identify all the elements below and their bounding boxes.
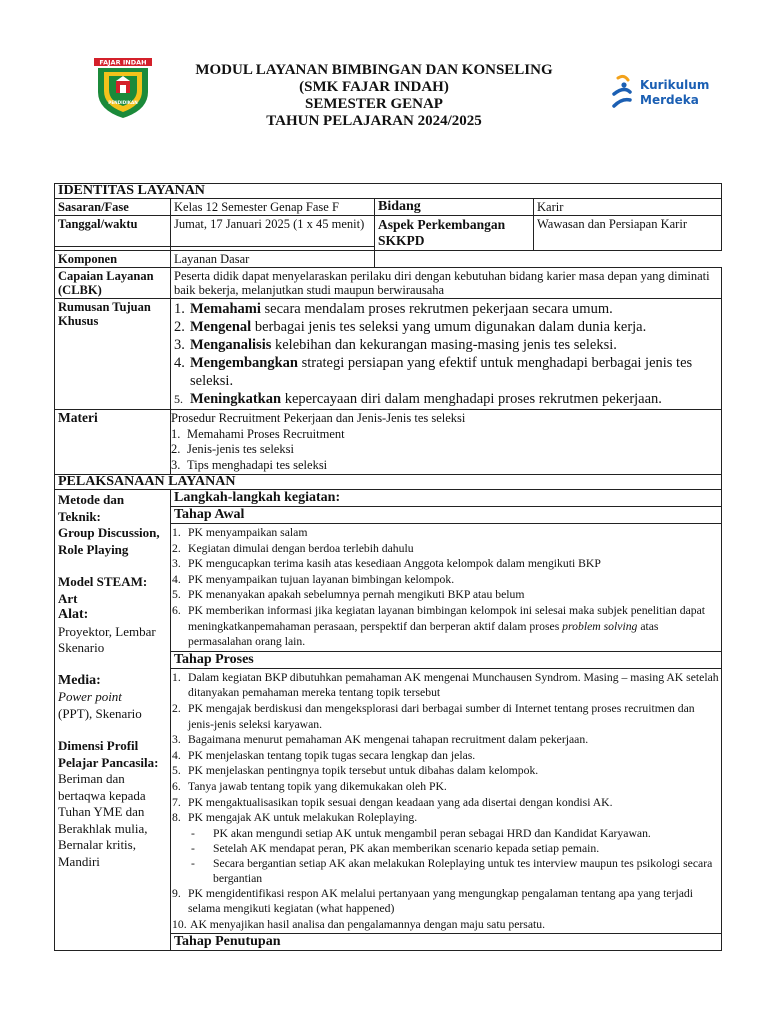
tanggal-label: Tanggal/waktu [55, 216, 171, 247]
list-item: 2. PK mengajak berdiskusi dan mengeksplorasi dari berbagai sumber di Internet tentang proses recruitmen dan jenis-jenis seleksi karyawan. [172, 701, 695, 731]
logo-left-bottom-text: PENDIDIKAN [108, 100, 138, 105]
steam-value: Art [58, 590, 78, 606]
title-line: (SMK FAJAR INDAH) [299, 79, 449, 95]
tujuan-label: Rumusan Tujuan Khusus [55, 299, 171, 410]
list-item: 2. Kegiatan dimulai dengan berdoa terlebih dahulu [172, 541, 414, 555]
list-item: 6. PK memberikan informasi jika kegiatan layanan bimbingan kelompok ini selesai maka subjek penelitian dapat meningkatkanpemahaman perasaan, perspektif dan berperan aktif dalam proses problem solving atas permasalahan orang lain. [172, 603, 706, 649]
list-item: 3. PK mengucapkan terima kasih atas kesediaan Anggota kelompok dalam mengikuti BKP [172, 557, 601, 571]
steam-label: Model STEAM: [58, 574, 148, 589]
profil-label: Dimensi Profil Pelajar Pancasila: [58, 738, 159, 770]
list-item: 4. Mengembangkan strategi persiapan yang efektif untuk menghadapi berbagai jenis tes seleksi. [174, 355, 693, 389]
list-item: 7. PK mengaktualisasikan topik sesuai dengan keadaan yang ada disertai dengan kondisi AK. [172, 795, 613, 809]
komponen-row [55, 251, 722, 268]
list-item: 3. Bagaimana menurut pemahaman AK mengenai tahapan recruitment dalam pekerjaan. [172, 733, 589, 747]
bidang-value: Karir [534, 199, 722, 216]
list-item: 2. Mengenal berbagai jenis tes seleksi yang umum digunakan dalam dunia kerja. [174, 319, 647, 335]
list-item: 1. Dalam kegiatan BKP dibutuhkan pemahaman AK mengenai Munchausen Syndrom. Masing – masing AK setelah ditanyakan pemahaman mereka tentang topik tersebut [172, 670, 719, 700]
pelaksanaan-left-column [55, 490, 171, 951]
list-item: 5. PK menjelaskan pentingnya topik tersebut untuk dibahas dalam kelompok. [172, 764, 539, 778]
tujuan-cell [171, 299, 722, 410]
bidang-label: Bidang [375, 199, 534, 216]
materi-row [55, 410, 722, 475]
aspek-value: Wawasan dan Persiapan Karir [534, 216, 722, 251]
list-item: 5. Meningkatkan kepercayaan diri dalam menghadapi proses rekrutmen pekerjaan. [174, 391, 662, 407]
roleplay-sublist [171, 826, 721, 886]
list-item: 8. PK mengajak AK untuk melakukan Roleplaying. [172, 811, 418, 825]
logo-right-line1: Kurikulum [640, 78, 710, 92]
pelaksanaan-heading-row [55, 475, 722, 490]
awal-heading: Tahap Awal [171, 507, 721, 524]
profil-value: Beriman dan bertaqwa kepada Tuhan YME dan Berakhlak mulia, Bernalar kritis, Mandiri [58, 771, 148, 869]
school-logo-icon [92, 58, 154, 120]
media-value-rest: (PPT), Skenario [58, 705, 142, 721]
list-item: 9. PK mengidentifikasi respon AK melalui pertanyaan yang mengungkap pengalaman tentang apa yang terjadi selama mengikuti kegiatan (what happened) [172, 886, 694, 916]
komponen-blank [375, 251, 722, 268]
list-item: 2. Jenis-jenis tes seleksi [171, 442, 294, 456]
capaian-row [55, 268, 722, 299]
list-item: 3. Menganalisis kelebihan dan kekurangan masing-masing jenis tes seleksi. [174, 337, 617, 353]
alat-value: Proyektor, Lembar Skenario [58, 623, 156, 655]
materi-cell [171, 410, 722, 475]
logo-right-line2: Merdeka [640, 93, 699, 107]
tujuan-list [174, 300, 718, 408]
sasaran-row [55, 199, 722, 216]
proses-list [171, 669, 721, 826]
proses-tail-list [171, 886, 721, 935]
tanggal-row [55, 216, 722, 247]
identitas-heading: IDENTITAS LAYANAN [55, 184, 722, 199]
pelaksanaan-right-column [171, 490, 722, 951]
metode-label: Metode dan Teknik: [58, 492, 125, 524]
logo-left-top-text: FAJAR INDAH [99, 58, 147, 67]
penutupan-heading: Tahap Penutupan [174, 934, 281, 950]
pelaksanaan-row [55, 490, 722, 951]
pelaksanaan-heading: PELAKSANAAN LAYANAN [55, 475, 722, 490]
list-item: - Setelah AK mendapat peran, PK akan memberikan scenario kepada setiap pemain. [191, 841, 600, 855]
list-item: 10. AK menyajikan hasil analisa dan pengalamannya dengan maju satu persatu. [172, 917, 546, 931]
title-line: MODUL LAYANAN BIMBINGAN DAN KONSELING [195, 62, 553, 78]
materi-list [171, 427, 718, 474]
materi-label: Materi [55, 410, 171, 475]
list-item: 4. PK menyampaikan tujuan layanan bimbingan kelompok. [172, 572, 455, 586]
metode-value: Group Discussion, Role Playing [58, 525, 160, 557]
identitas-heading-row [55, 184, 722, 199]
title-line: SEMESTER GENAP [305, 96, 443, 112]
capaian-label: Capaian Layanan (CLBK) [55, 268, 171, 299]
materi-intro: Prosedur Recruitment Pekerjaan dan Jenis-Jenis tes seleksi [171, 411, 466, 425]
kurikulum-merdeka-logo-icon [610, 72, 720, 112]
capaian-value: Peserta didik dapat menyelaraskan perilaku diri dengan kebutuhan bidang karier masa depan yang diminati baik bekerja, melanjutkan studi maupun berwirausaha [171, 268, 722, 299]
list-item: 1. PK menyampaikan salam [172, 526, 308, 539]
media-label: Media: [58, 672, 101, 688]
komponen-label: Komponen [55, 251, 171, 268]
module-table [54, 183, 722, 951]
tujuan-row [55, 299, 722, 410]
list-item: 5. PK menanyakan apakah sebelumnya pernah mengikuti BKP atau belum [172, 588, 525, 602]
sasaran-value: Kelas 12 Semester Genap Fase F [171, 199, 375, 216]
alat-label: Alat: [58, 607, 89, 622]
title-line: TAHUN PELAJARAN 2024/2025 [266, 113, 482, 129]
list-item: 6. Tanya jawab tentang topik yang dikemukakan oleh PK. [172, 779, 447, 793]
media-value-italic: Power point [58, 689, 122, 704]
aspek-label: Aspek Perkembangan SKKPD [375, 216, 534, 251]
module-title [160, 62, 588, 130]
list-item: 1. Memahami secara mendalam proses rekrutmen pekerjaan secara umum. [174, 301, 613, 317]
list-item: 4. PK menjelaskan tentang topik tugas secara lengkap dan jelas. [172, 748, 476, 762]
list-item: 3. Tips menghadapi tes seleksi [171, 457, 328, 472]
awal-list [171, 524, 721, 652]
tanggal-value: Jumat, 17 Januari 2025 (1 x 45 menit) [171, 216, 375, 247]
komponen-value: Layanan Dasar [171, 251, 375, 268]
document-header [0, 0, 768, 180]
langkah-heading: Langkah-langkah kegiatan: [171, 490, 721, 507]
list-item: 1. Memahami Proses Recruitment [171, 426, 345, 441]
list-item: - PK akan mengundi setiap AK untuk mengambil peran sebagai HRD dan Kandidat Karyawan. [191, 826, 651, 840]
sasaran-label: Sasaran/Fase [55, 199, 171, 216]
proses-heading: Tahap Proses [171, 652, 721, 669]
list-item: - Secara bergantian setiap AK akan melakukan Roleplaying untuk tes interview maupun tes psikologi secara bergantian [191, 856, 713, 885]
